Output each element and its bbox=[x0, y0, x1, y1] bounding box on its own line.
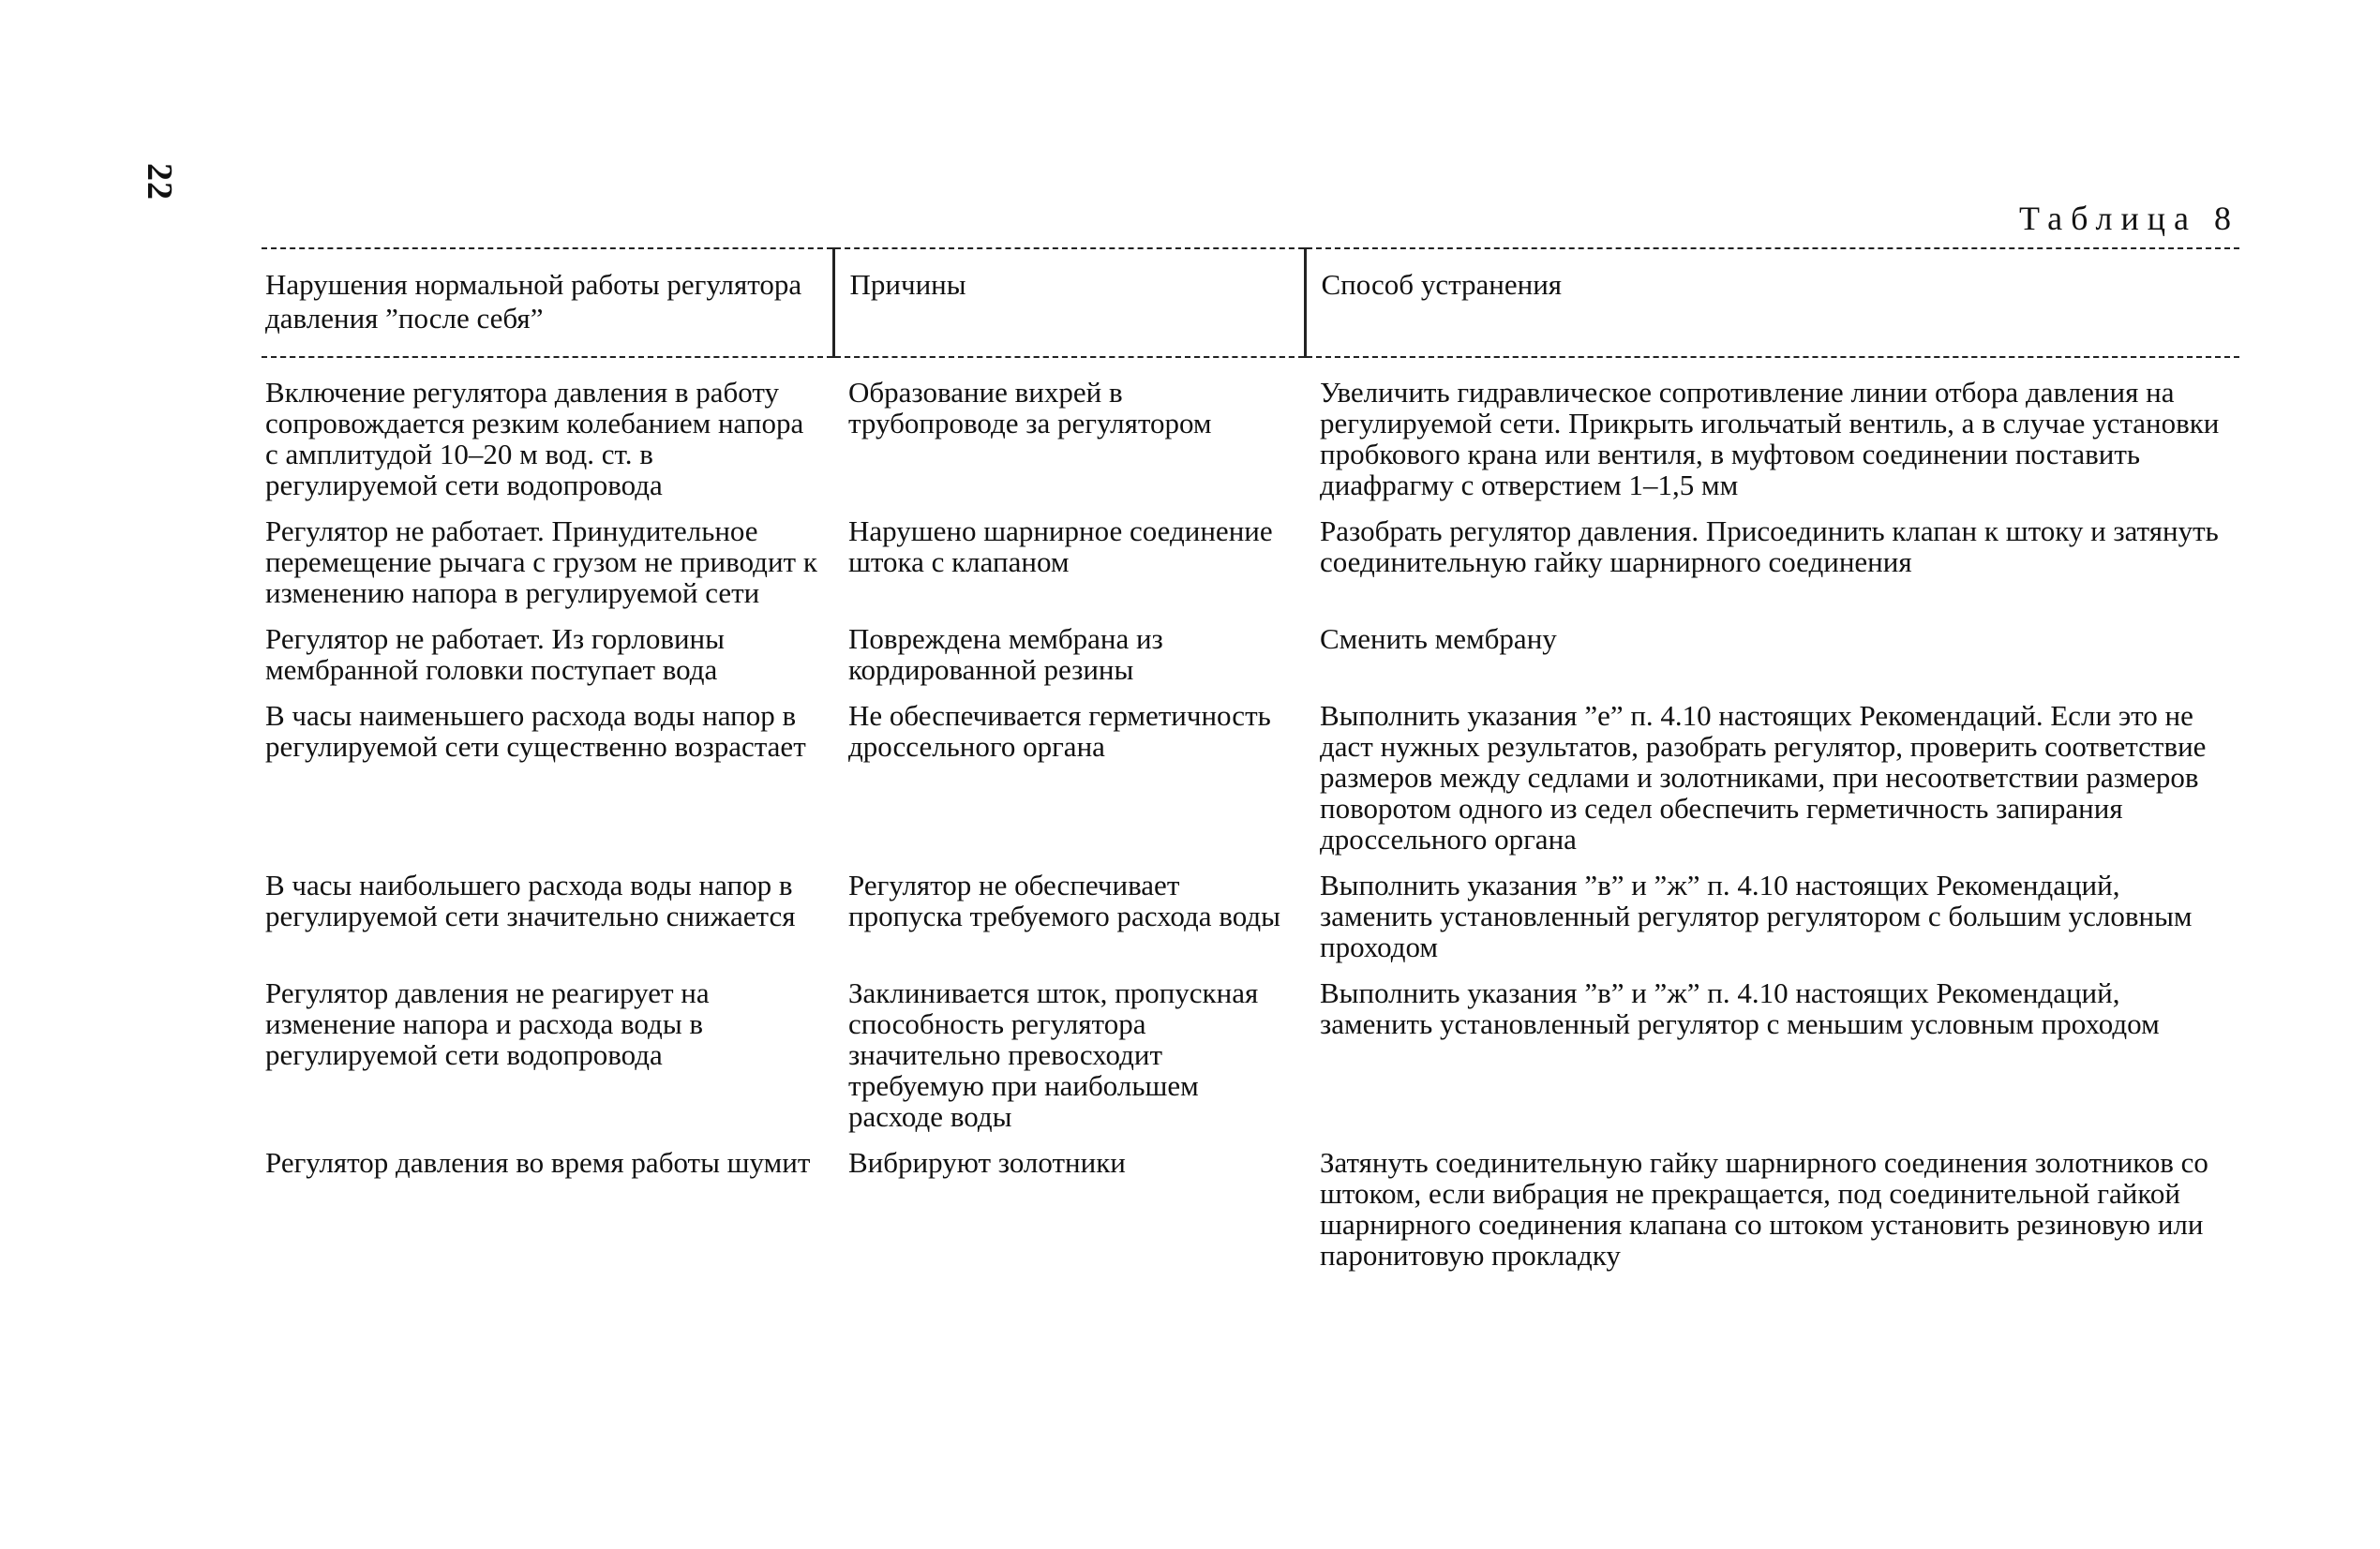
troubleshooting-table bbox=[262, 247, 2239, 1286]
cause-cell: Повреждена мембрана из кордированной резины bbox=[848, 622, 1163, 686]
table-header-row bbox=[262, 248, 2239, 357]
violation-cell: Регулятор давления не реагирует на изменение напора и расхода воды в регулируемой сети водопровода bbox=[265, 976, 710, 1071]
remedy-cell: Выполнить указания ”в” и ”ж” п. 4.10 настоящих Рекомендаций, заменить установленный регулятор с меньшим условным проходом bbox=[1320, 976, 2160, 1040]
header-remedy: Способ устранения bbox=[1305, 248, 2239, 357]
remedy-cell: Выполнить указания ”в” и ”ж” п. 4.10 настоящих Рекомендаций, заменить установленный регулятор регулятором с большим условным проходом bbox=[1320, 869, 2193, 963]
header-cause: Причины bbox=[833, 248, 1305, 357]
violation-cell: Регулятор не работает. Из горловины мембранной головки поступает вода bbox=[265, 622, 725, 686]
page-number: 22 bbox=[140, 163, 179, 201]
remedy-cell: Выполнить указания ”е” п. 4.10 настоящих Рекомендаций. Если это не даст нужных результатов, разобрать регулятор, проверить соответствие размеров между седлами и золотниками, при несоответствии размеров поворотом одного из седел обеспечить герметичность запирания дроссельного органа bbox=[1320, 699, 2207, 856]
violation-cell: Регулятор давления во время работы шумит bbox=[265, 1146, 811, 1179]
table-row bbox=[262, 700, 2239, 870]
cause-cell: Образование вихрей в трубопроводе за регулятором bbox=[848, 376, 1212, 439]
remedy-cell: Увеличить гидравлическое сопротивление линии отбора давления на регулируемой сети. Прикрыть игольчатый вентиль, а в случае установки пробкового крана или вентиля, в муфтовом соединении поставить диафрагму с отверстием 1–1,5 мм bbox=[1320, 376, 2220, 501]
violation-cell: В часы наименьшего расхода воды напор в регулируемой сети существенно возрастает bbox=[265, 699, 806, 763]
table-caption: Таблица 8 bbox=[2019, 200, 2239, 237]
cause-cell: Регулятор не обеспечивает пропуска требуемого расхода воды bbox=[848, 869, 1280, 932]
header-violation: Нарушения нормальной работы регулятора давления ”после себя” bbox=[262, 248, 833, 357]
table-row bbox=[262, 1147, 2239, 1286]
remedy-cell: Сменить мембрану bbox=[1320, 622, 1557, 655]
cause-cell: Заклинивается шток, пропускная способность регулятора значительно превосходит требуемую при наибольшем расходе воды bbox=[848, 976, 1259, 1133]
violation-cell: Включение регулятора давления в работу сопровождается резким колебанием напора с амплитудой 10–20 м вод. ст. в регулируемой сети водопровода bbox=[265, 376, 804, 501]
table-row bbox=[262, 977, 2239, 1147]
remedy-cell: Разобрать регулятор давления. Присоединить клапан к штоку и затянуть соединительную гайку шарнирного соединения bbox=[1320, 514, 2219, 578]
table-row bbox=[262, 357, 2239, 515]
remedy-cell: Затянуть соединительную гайку шарнирного соединения золотников со штоком, если вибрация не прекращается, под соединительной гайкой шарнирного соединения клапана со штоком установить резиновую или паронитовую прокладку bbox=[1320, 1146, 2208, 1272]
violation-cell: В часы наибольшего расхода воды напор в регулируемой сети значительно снижается bbox=[265, 869, 796, 932]
cause-cell: Нарушено шарнирное соединение штока с клапаном bbox=[848, 514, 1273, 578]
cause-cell: Не обеспечивается герметичность дроссельного органа bbox=[848, 699, 1271, 763]
cause-cell: Вибрируют золотники bbox=[848, 1146, 1126, 1179]
table-row bbox=[262, 870, 2239, 977]
violation-cell: Регулятор не работает. Принудительное перемещение рычага с грузом не приводит к изменению напора в регулируемой сети bbox=[265, 514, 817, 609]
table-row bbox=[262, 515, 2239, 623]
table-row bbox=[262, 623, 2239, 700]
